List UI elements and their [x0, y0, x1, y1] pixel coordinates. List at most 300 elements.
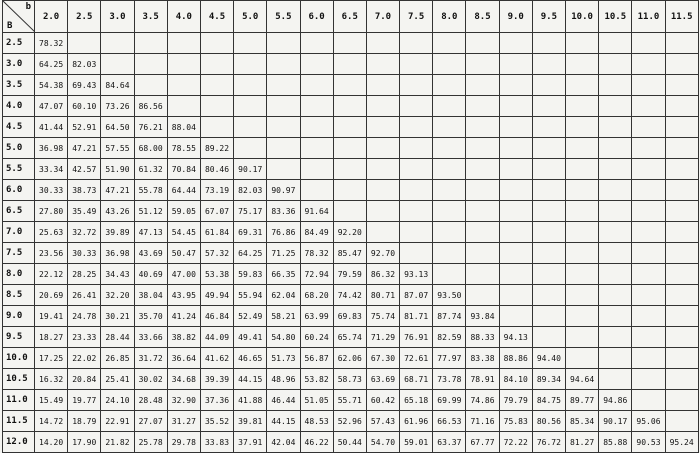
- table-cell: 86.32: [366, 264, 399, 285]
- empty-cell: [532, 96, 565, 117]
- empty-cell: [300, 54, 333, 75]
- empty-cell: [366, 54, 399, 75]
- table-cell: 52.96: [333, 411, 366, 432]
- table-cell: 70.84: [167, 159, 200, 180]
- table-row: [3, 222, 699, 243]
- empty-cell: [234, 138, 267, 159]
- empty-cell: [499, 306, 532, 327]
- table-cell: 44.15: [234, 369, 267, 390]
- empty-cell: [433, 159, 466, 180]
- table-cell: 38.04: [134, 285, 167, 306]
- empty-cell: [366, 75, 399, 96]
- row-header: 5.5: [3, 159, 35, 180]
- empty-cell: [632, 117, 665, 138]
- table-cell: 28.25: [68, 264, 101, 285]
- empty-cell: [566, 117, 599, 138]
- empty-cell: [632, 201, 665, 222]
- row-header: 4.0: [3, 96, 35, 117]
- table-cell: 90.97: [267, 180, 300, 201]
- table-cell: 55.78: [134, 180, 167, 201]
- empty-cell: [599, 243, 632, 264]
- table-cell: 71.16: [466, 411, 499, 432]
- table-cell: 67.77: [466, 432, 499, 453]
- row-header: 4.5: [3, 117, 35, 138]
- table-cell: 89.34: [532, 369, 565, 390]
- empty-cell: [566, 285, 599, 306]
- table-cell: 41.62: [200, 348, 233, 369]
- empty-cell: [665, 369, 698, 390]
- empty-cell: [333, 201, 366, 222]
- column-header: 5.0: [234, 1, 267, 33]
- empty-cell: [532, 33, 565, 54]
- empty-cell: [532, 180, 565, 201]
- table-cell: 84.64: [101, 75, 134, 96]
- table-cell: 52.91: [68, 117, 101, 138]
- empty-cell: [599, 180, 632, 201]
- column-header: 4.0: [167, 1, 200, 33]
- table-cell: 22.12: [35, 264, 68, 285]
- empty-cell: [665, 54, 698, 75]
- table-cell: 89.77: [566, 390, 599, 411]
- empty-cell: [632, 54, 665, 75]
- empty-cell: [632, 306, 665, 327]
- table-row: [3, 117, 699, 138]
- table-cell: 22.02: [68, 348, 101, 369]
- empty-cell: [599, 222, 632, 243]
- table-cell: 25.63: [35, 222, 68, 243]
- table-cell: 40.69: [134, 264, 167, 285]
- table-cell: 51.05: [300, 390, 333, 411]
- row-header: 3.0: [3, 54, 35, 75]
- table-cell: 15.49: [35, 390, 68, 411]
- table-cell: 37.36: [200, 390, 233, 411]
- table-cell: 85.88: [599, 432, 632, 453]
- empty-cell: [566, 306, 599, 327]
- table-cell: 59.83: [234, 264, 267, 285]
- empty-cell: [234, 117, 267, 138]
- table-cell: 30.21: [101, 306, 134, 327]
- table-row: [3, 285, 699, 306]
- table-cell: 46.84: [200, 306, 233, 327]
- row-header: 2.5: [3, 33, 35, 54]
- table-cell: 81.71: [400, 306, 433, 327]
- table-cell: 35.52: [200, 411, 233, 432]
- table-row: [3, 327, 699, 348]
- table-cell: 82.03: [234, 180, 267, 201]
- empty-cell: [499, 75, 532, 96]
- table-cell: 29.78: [167, 432, 200, 453]
- table-cell: 46.65: [234, 348, 267, 369]
- empty-cell: [566, 96, 599, 117]
- table-cell: 66.53: [433, 411, 466, 432]
- empty-cell: [566, 138, 599, 159]
- table-cell: 58.21: [267, 306, 300, 327]
- empty-cell: [566, 54, 599, 75]
- table-cell: 46.22: [300, 432, 333, 453]
- table-row: [3, 306, 699, 327]
- empty-cell: [333, 54, 366, 75]
- table-cell: 36.64: [167, 348, 200, 369]
- row-header: 5.0: [3, 138, 35, 159]
- table-cell: 66.35: [267, 264, 300, 285]
- table-cell: 36.98: [35, 138, 68, 159]
- column-header: 5.5: [267, 1, 300, 33]
- empty-cell: [566, 264, 599, 285]
- empty-cell: [200, 54, 233, 75]
- empty-cell: [433, 138, 466, 159]
- empty-cell: [599, 369, 632, 390]
- empty-cell: [499, 264, 532, 285]
- table-cell: 41.44: [35, 117, 68, 138]
- table-cell: 20.69: [35, 285, 68, 306]
- empty-cell: [200, 33, 233, 54]
- column-header: 8.5: [466, 1, 499, 33]
- column-header: 6.0: [300, 1, 333, 33]
- table-cell: 80.56: [532, 411, 565, 432]
- table-cell: 74.42: [333, 285, 366, 306]
- table-row: [3, 33, 699, 54]
- table-cell: 83.38: [466, 348, 499, 369]
- table-cell: 20.84: [68, 369, 101, 390]
- empty-cell: [433, 54, 466, 75]
- row-header: 9.0: [3, 306, 35, 327]
- table-cell: 64.44: [167, 180, 200, 201]
- table-cell: 34.43: [101, 264, 134, 285]
- empty-cell: [566, 327, 599, 348]
- empty-cell: [599, 306, 632, 327]
- table-cell: 51.12: [134, 201, 167, 222]
- empty-cell: [665, 243, 698, 264]
- empty-cell: [499, 285, 532, 306]
- table-cell: 67.30: [366, 348, 399, 369]
- table-cell: 47.00: [167, 264, 200, 285]
- empty-cell: [333, 75, 366, 96]
- empty-cell: [566, 348, 599, 369]
- table-cell: 44.09: [200, 327, 233, 348]
- empty-cell: [234, 54, 267, 75]
- empty-cell: [499, 117, 532, 138]
- empty-cell: [665, 348, 698, 369]
- empty-cell: [599, 285, 632, 306]
- table-cell: 30.33: [35, 180, 68, 201]
- empty-cell: [632, 138, 665, 159]
- data-table: [2, 0, 699, 453]
- table-cell: 54.80: [267, 327, 300, 348]
- empty-cell: [433, 75, 466, 96]
- empty-cell: [632, 327, 665, 348]
- empty-cell: [532, 75, 565, 96]
- table-cell: 23.56: [35, 243, 68, 264]
- column-header: 7.5: [400, 1, 433, 33]
- table-cell: 84.75: [532, 390, 565, 411]
- table-cell: 76.21: [134, 117, 167, 138]
- empty-cell: [566, 159, 599, 180]
- table-cell: 30.33: [68, 243, 101, 264]
- empty-cell: [532, 222, 565, 243]
- table-cell: 55.71: [333, 390, 366, 411]
- empty-cell: [267, 159, 300, 180]
- empty-cell: [632, 348, 665, 369]
- table-cell: 78.55: [167, 138, 200, 159]
- table-cell: 49.41: [234, 327, 267, 348]
- empty-cell: [167, 54, 200, 75]
- table-cell: 82.59: [433, 327, 466, 348]
- empty-cell: [234, 75, 267, 96]
- table-cell: 19.41: [35, 306, 68, 327]
- empty-cell: [400, 54, 433, 75]
- table-cell: 54.70: [366, 432, 399, 453]
- table-cell: 88.33: [466, 327, 499, 348]
- table-cell: 90.53: [632, 432, 665, 453]
- table-cell: 72.94: [300, 264, 333, 285]
- empty-cell: [400, 75, 433, 96]
- empty-cell: [433, 117, 466, 138]
- empty-cell: [532, 117, 565, 138]
- table-cell: 67.07: [200, 201, 233, 222]
- table-row: [3, 432, 699, 453]
- table-cell: 85.34: [566, 411, 599, 432]
- empty-cell: [400, 222, 433, 243]
- table-cell: 80.71: [366, 285, 399, 306]
- row-axis-label: B: [7, 21, 13, 31]
- table-cell: 88.86: [499, 348, 532, 369]
- empty-cell: [400, 138, 433, 159]
- row-header: 11.0: [3, 390, 35, 411]
- empty-cell: [333, 117, 366, 138]
- table-cell: 82.03: [68, 54, 101, 75]
- table-row: [3, 180, 699, 201]
- table-cell: 48.96: [267, 369, 300, 390]
- table-cell: 46.44: [267, 390, 300, 411]
- empty-cell: [665, 411, 698, 432]
- empty-cell: [632, 96, 665, 117]
- table-cell: 43.26: [101, 201, 134, 222]
- empty-cell: [499, 243, 532, 264]
- empty-cell: [599, 75, 632, 96]
- table-cell: 73.78: [433, 369, 466, 390]
- empty-cell: [366, 138, 399, 159]
- empty-cell: [167, 96, 200, 117]
- empty-cell: [632, 390, 665, 411]
- empty-cell: [433, 33, 466, 54]
- empty-cell: [267, 75, 300, 96]
- table-cell: 69.43: [68, 75, 101, 96]
- empty-cell: [499, 222, 532, 243]
- empty-cell: [433, 243, 466, 264]
- row-header: 9.5: [3, 327, 35, 348]
- empty-cell: [599, 138, 632, 159]
- row-header: 7.0: [3, 222, 35, 243]
- table-cell: 17.90: [68, 432, 101, 453]
- empty-cell: [300, 159, 333, 180]
- table-cell: 55.94: [234, 285, 267, 306]
- table-cell: 28.48: [134, 390, 167, 411]
- table-cell: 60.24: [300, 327, 333, 348]
- empty-cell: [134, 75, 167, 96]
- empty-cell: [532, 159, 565, 180]
- empty-cell: [300, 138, 333, 159]
- empty-cell: [499, 54, 532, 75]
- empty-cell: [665, 222, 698, 243]
- empty-cell: [366, 222, 399, 243]
- empty-cell: [532, 264, 565, 285]
- empty-cell: [566, 201, 599, 222]
- table-cell: 27.80: [35, 201, 68, 222]
- table-cell: 17.25: [35, 348, 68, 369]
- table-cell: 69.31: [234, 222, 267, 243]
- table-cell: 35.70: [134, 306, 167, 327]
- empty-cell: [599, 54, 632, 75]
- empty-cell: [566, 222, 599, 243]
- table-cell: 62.04: [267, 285, 300, 306]
- empty-cell: [499, 180, 532, 201]
- table-cell: 93.13: [400, 264, 433, 285]
- empty-cell: [400, 96, 433, 117]
- table-cell: 94.13: [499, 327, 532, 348]
- table-cell: 65.74: [333, 327, 366, 348]
- table-cell: 90.17: [234, 159, 267, 180]
- empty-cell: [665, 138, 698, 159]
- table-cell: 63.99: [300, 306, 333, 327]
- table-cell: 63.69: [366, 369, 399, 390]
- table-cell: 26.85: [101, 348, 134, 369]
- table-cell: 39.89: [101, 222, 134, 243]
- table-cell: 25.41: [101, 369, 134, 390]
- column-header: 4.5: [200, 1, 233, 33]
- empty-cell: [366, 117, 399, 138]
- empty-cell: [632, 264, 665, 285]
- table-row: [3, 264, 699, 285]
- table-cell: 76.72: [532, 432, 565, 453]
- empty-cell: [566, 75, 599, 96]
- table-cell: 47.07: [35, 96, 68, 117]
- row-header: 7.5: [3, 243, 35, 264]
- table-cell: 33.83: [200, 432, 233, 453]
- empty-cell: [400, 243, 433, 264]
- empty-cell: [466, 75, 499, 96]
- table-cell: 26.41: [68, 285, 101, 306]
- table-cell: 18.79: [68, 411, 101, 432]
- table-cell: 42.04: [267, 432, 300, 453]
- table-cell: 42.57: [68, 159, 101, 180]
- empty-cell: [632, 285, 665, 306]
- table-row: [3, 138, 699, 159]
- empty-cell: [466, 264, 499, 285]
- table-cell: 24.10: [101, 390, 134, 411]
- table-cell: 56.87: [300, 348, 333, 369]
- empty-cell: [499, 138, 532, 159]
- table-cell: 75.74: [366, 306, 399, 327]
- table-cell: 61.32: [134, 159, 167, 180]
- empty-cell: [300, 96, 333, 117]
- column-header: 11.5: [665, 1, 698, 33]
- empty-cell: [400, 159, 433, 180]
- empty-cell: [632, 75, 665, 96]
- row-header: 6.0: [3, 180, 35, 201]
- empty-cell: [366, 159, 399, 180]
- row-header: 10.5: [3, 369, 35, 390]
- table-cell: 54.45: [167, 222, 200, 243]
- empty-cell: [167, 33, 200, 54]
- table-cell: 38.82: [167, 327, 200, 348]
- table-cell: 88.04: [167, 117, 200, 138]
- empty-cell: [101, 33, 134, 54]
- table-cell: 60.42: [366, 390, 399, 411]
- table-cell: 39.39: [200, 369, 233, 390]
- table-cell: 47.13: [134, 222, 167, 243]
- table-cell: 39.81: [234, 411, 267, 432]
- table-row: [3, 75, 699, 96]
- table-cell: 92.70: [366, 243, 399, 264]
- table-cell: 71.25: [267, 243, 300, 264]
- table-cell: 47.21: [101, 180, 134, 201]
- empty-cell: [665, 285, 698, 306]
- table-cell: 50.47: [167, 243, 200, 264]
- empty-cell: [499, 96, 532, 117]
- table-cell: 57.32: [200, 243, 233, 264]
- table-cell: 68.71: [400, 369, 433, 390]
- table-cell: 47.21: [68, 138, 101, 159]
- empty-cell: [466, 96, 499, 117]
- table-cell: 31.27: [167, 411, 200, 432]
- table-cell: 72.22: [499, 432, 532, 453]
- table-cell: 36.98: [101, 243, 134, 264]
- table-cell: 62.06: [333, 348, 366, 369]
- empty-cell: [267, 138, 300, 159]
- table-row: [3, 54, 699, 75]
- column-header: 10.0: [566, 1, 599, 33]
- table-cell: 41.88: [234, 390, 267, 411]
- empty-cell: [532, 306, 565, 327]
- table-cell: 61.96: [400, 411, 433, 432]
- row-header: 8.5: [3, 285, 35, 306]
- table-cell: 43.69: [134, 243, 167, 264]
- row-header: 11.5: [3, 411, 35, 432]
- table-cell: 68.00: [134, 138, 167, 159]
- table-cell: 14.20: [35, 432, 68, 453]
- table-cell: 61.84: [200, 222, 233, 243]
- empty-cell: [433, 180, 466, 201]
- empty-cell: [400, 201, 433, 222]
- empty-cell: [532, 138, 565, 159]
- table-cell: 16.32: [35, 369, 68, 390]
- table-cell: 92.20: [333, 222, 366, 243]
- row-header: 10.0: [3, 348, 35, 369]
- table-cell: 64.50: [101, 117, 134, 138]
- empty-cell: [300, 75, 333, 96]
- table-cell: 81.27: [566, 432, 599, 453]
- empty-cell: [599, 201, 632, 222]
- table-cell: 64.25: [234, 243, 267, 264]
- table-cell: 35.49: [68, 201, 101, 222]
- empty-cell: [400, 33, 433, 54]
- empty-cell: [267, 54, 300, 75]
- empty-cell: [333, 33, 366, 54]
- table-cell: 94.40: [532, 348, 565, 369]
- table-cell: 80.46: [200, 159, 233, 180]
- empty-cell: [366, 201, 399, 222]
- table-cell: 57.43: [366, 411, 399, 432]
- table-cell: 52.49: [234, 306, 267, 327]
- table-cell: 31.72: [134, 348, 167, 369]
- empty-cell: [566, 33, 599, 54]
- table-cell: 59.01: [400, 432, 433, 453]
- empty-cell: [665, 327, 698, 348]
- table-cell: 93.84: [466, 306, 499, 327]
- table-cell: 91.64: [300, 201, 333, 222]
- table-cell: 32.90: [167, 390, 200, 411]
- table-cell: 84.10: [499, 369, 532, 390]
